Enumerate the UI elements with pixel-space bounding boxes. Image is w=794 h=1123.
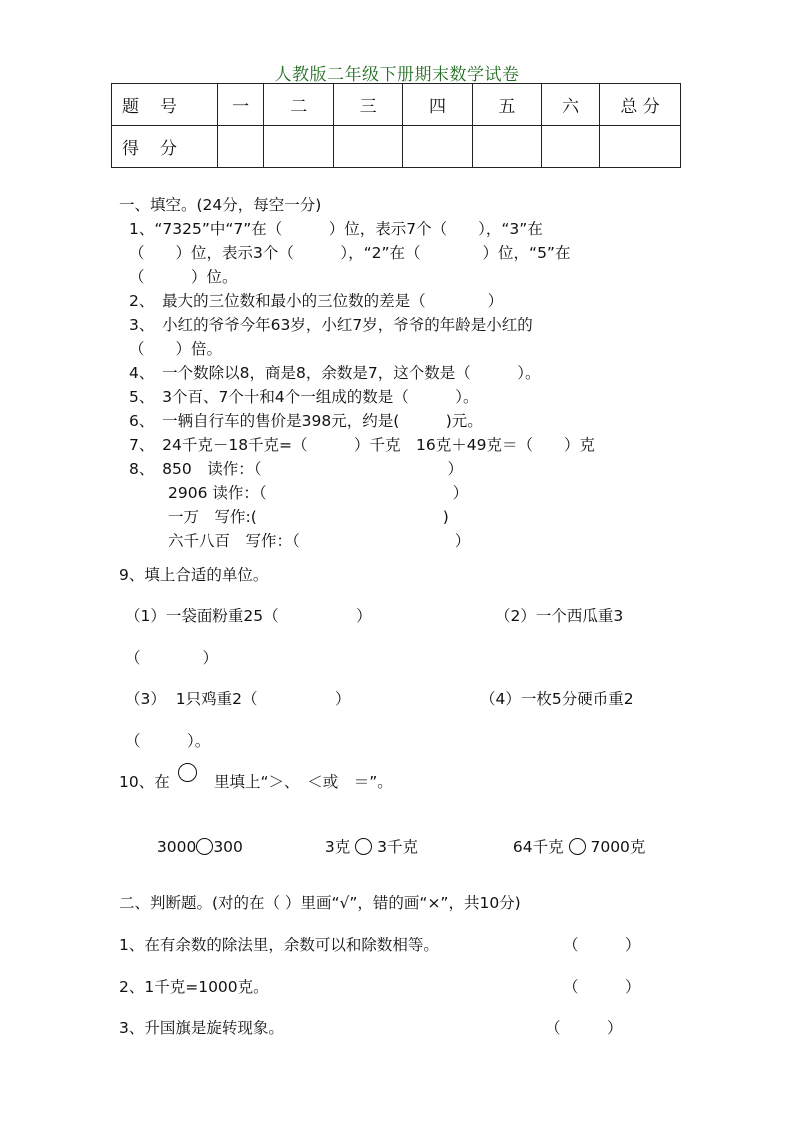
q4: 4、 一个数除以8，商是8，余数是7，这个数是（ ）。 — [129, 364, 541, 382]
compare-circle-icon[interactable] — [569, 838, 586, 855]
q8-line1: 8、 850 读作：（ ） — [129, 460, 463, 478]
compare-left: 64千克 — [512, 838, 564, 856]
q3-line2: （ ）倍。 — [129, 340, 223, 358]
score-cell-1[interactable] — [217, 126, 264, 168]
judge-paren-3[interactable]: （ ） — [545, 1019, 623, 1037]
q5: 5、 3个百、7个十和4个一组成的数是（ ）。 — [129, 388, 479, 406]
compare-left: 3克 — [324, 838, 351, 856]
compare-right: 7000克 — [590, 838, 646, 856]
compare-item-2 — [315, 817, 418, 857]
score-cell-total[interactable] — [600, 126, 681, 168]
score-cell-6[interactable] — [542, 126, 600, 168]
col-1: 一 — [217, 84, 264, 126]
score-table-score-row — [112, 126, 681, 168]
exam-title: 人教版二年级下册期末数学试卷 — [274, 65, 520, 85]
question-number-label: 题 号 — [112, 84, 218, 126]
judge-item-1: 1、在有余数的除法里，余数可以和除数相等。 — [119, 936, 439, 954]
q3-line1: 3、 小红的爷爷今年63岁，小红7岁，爷爷的年龄是小红的 — [129, 316, 533, 334]
q10-prefix: 10、在 — [119, 773, 170, 791]
q7: 7、 24千克－18千克=（ ）千克 16克＋49克＝（ ）克 — [129, 436, 595, 454]
q9-item3: （3） 1只鸡重2（ ） — [125, 690, 351, 708]
score-table — [111, 83, 681, 168]
compare-right: 300 — [213, 838, 243, 856]
q9-item2-blank: （ ） — [125, 649, 219, 667]
q6: 6、 一辆自行车的售价是398元，约是( )元。 — [129, 412, 483, 430]
q9-item1: （1）一袋面粉重25（ ） — [125, 607, 372, 625]
circle-icon — [178, 763, 197, 782]
q1-line1: 1、“7325”中“7”在（ ）位，表示7个（ ），“3”在 — [129, 220, 543, 238]
compare-circle-icon[interactable] — [196, 838, 213, 855]
judge-item-2: 2、1千克=1000克。 — [119, 978, 269, 996]
compare-left: 3000 — [156, 838, 197, 856]
score-cell-5[interactable] — [472, 126, 541, 168]
col-total: 总 分 — [600, 84, 681, 126]
q8-line3: 一万 写作:( ) — [168, 508, 449, 526]
q10-suffix: 里填上“＞、 ＜或 ＝”。 — [214, 773, 393, 791]
q2: 2、 最大的三位数和最小的三位数的差是（ ） — [129, 292, 504, 310]
judge-paren-1[interactable]: （ ） — [563, 936, 641, 954]
q9-heading: 9、填上合适的单位。 — [119, 566, 269, 584]
col-2: 二 — [264, 84, 333, 126]
score-cell-4[interactable] — [403, 126, 472, 168]
judge-paren-2[interactable]: （ ） — [563, 978, 641, 996]
compare-item-3 — [503, 817, 645, 857]
score-label: 得 分 — [112, 126, 218, 168]
judge-item-3: 3、升国旗是旋转现象。 — [119, 1019, 284, 1037]
compare-circle-icon[interactable] — [355, 838, 372, 855]
q9-item4: （4）一枚5分硬币重2 — [480, 690, 634, 708]
section2-heading: 二、判断题。(对的在（ ）里画“√”，错的画“×”，共10分) — [119, 894, 521, 912]
q8-line2: 2906 读作：（ ） — [168, 484, 469, 502]
col-6: 六 — [542, 84, 600, 126]
q9-item4-blank: （ ）。 — [125, 732, 211, 750]
score-cell-2[interactable] — [264, 126, 333, 168]
compare-right: 3千克 — [377, 838, 418, 856]
section1-heading: 一、填空。(24分，每空一分) — [119, 196, 322, 214]
q1-line2: （ ）位，表示3个（ ），“2”在（ ）位，“5”在 — [129, 244, 571, 262]
q1-line3: （ ）位。 — [129, 268, 238, 286]
col-4: 四 — [403, 84, 472, 126]
score-cell-3[interactable] — [333, 126, 402, 168]
col-5: 五 — [472, 84, 541, 126]
col-3: 三 — [333, 84, 402, 126]
compare-item-1 — [147, 817, 243, 857]
score-table-header-row — [112, 84, 681, 126]
q9-item2: （2）一个西瓜重3 — [495, 607, 624, 625]
q8-line4: 六千八百 写作：（ ） — [168, 532, 471, 550]
